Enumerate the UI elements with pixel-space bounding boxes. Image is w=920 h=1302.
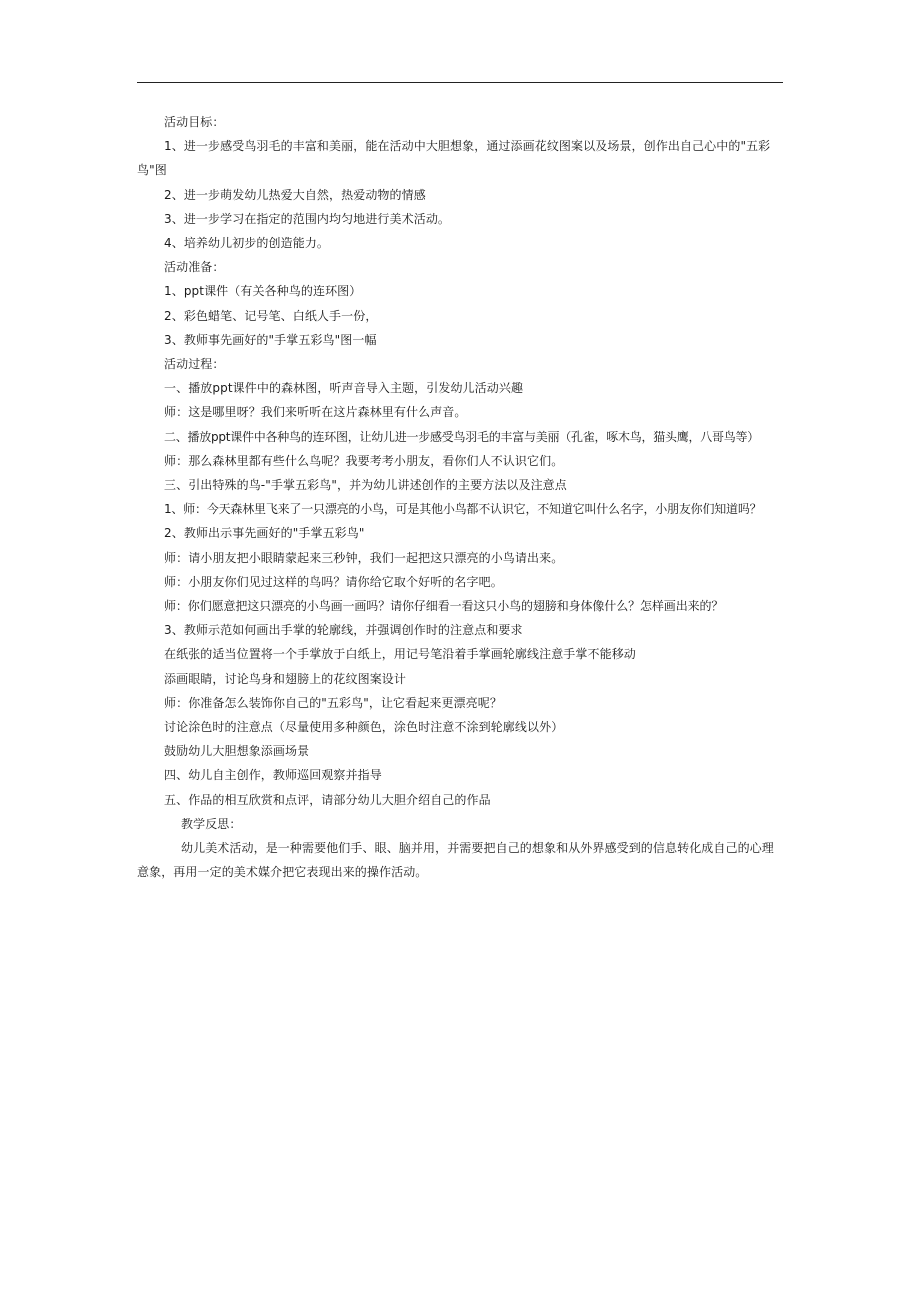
process-dialogue: 师：请小朋友把小眼睛蒙起来三秒钟，我们一起把这只漂亮的小鸟请出来。 <box>164 550 564 565</box>
process-step-3: 三、引出特殊的鸟-"手掌五彩鸟"，并为幼儿讲述创作的主要方法以及注意点 <box>164 478 567 493</box>
section-heading-goals: 活动目标： <box>164 115 225 129</box>
document-body <box>137 110 783 885</box>
process-detail: 鼓励幼儿大胆想象添画场景 <box>164 744 310 759</box>
process-dialogue: 师：你们愿意把这只漂亮的小鸟画一画吗？请你仔细看一看这只小鸟的翅膀和身体像什么？怎样画出来的？ <box>164 599 724 614</box>
process-step-4: 四、幼儿自主创作，教师巡回观察并指导 <box>164 768 382 783</box>
header-rule <box>137 82 783 83</box>
process-sub-item: 3、教师示范如何画出手掌的轮廓线，并强调创作时的注意点和要求 <box>164 623 523 638</box>
goal-item-2: 2、进一步萌发幼儿热爱大自然，热爱动物的情感 <box>164 187 426 202</box>
reflection-paragraph: 幼儿美术活动，是一种需要他们手、眼、脑并用，并需要把自己的想象和从外界感受到的信息转化成自己的心理意象，再用一定的美术媒介把它表现出来的操作活动。 <box>137 841 774 880</box>
goal-item-4: 4、培养幼儿初步的创造能力。 <box>164 236 330 251</box>
process-detail: 添画眼睛，讨论鸟身和翅膀上的花纹图案设计 <box>164 671 407 686</box>
process-detail: 在纸张的适当位置将一个手掌放于白纸上，用记号笔沿着手掌画轮廓线注意手掌不能移动 <box>164 647 636 662</box>
process-step-5: 五、作品的相互欣赏和点评，请部分幼儿大胆介绍自己的作品 <box>164 792 491 807</box>
process-step-1: 一、播放ppt课件中的森林图，听声音导入主题，引发幼儿活动兴趣 <box>164 381 524 396</box>
prep-item-3: 3、教师事先画好的"手掌五彩鸟"图一幅 <box>164 332 377 347</box>
prep-item-1: 1、ppt课件（有关各种鸟的连环图） <box>164 284 362 299</box>
process-sub-item: 2、教师出示事先画好的"手掌五彩鸟" <box>164 526 365 541</box>
process-dialogue: 师：那么森林里都有些什么鸟呢？我要考考小朋友，看你们人不认识它们。 <box>164 453 564 468</box>
process-dialogue: 师：小朋友你们见过这样的鸟吗？请你给它取个好听的名字吧。 <box>164 574 503 589</box>
section-heading-reflection: 教学反思： <box>181 816 242 831</box>
goal-item-1: 1、进一步感受鸟羽毛的丰富和美丽，能在活动中大胆想象，通过添画花纹图案以及场景，创作出自己心中的"五彩鸟"图 <box>137 139 771 178</box>
process-detail: 讨论涂色时的注意点（尽量使用多种颜色，涂色时注意不涂到轮廓线以外） <box>164 720 564 735</box>
goal-item-3: 3、进一步学习在指定的范围内均匀地进行美术活动。 <box>164 211 451 226</box>
prep-item-2: 2、彩色蜡笔、记号笔、白纸人手一份， <box>164 308 378 323</box>
process-step-2: 二、播放ppt课件中各种鸟的连环图，让幼儿进一步感受鸟羽毛的丰富与美丽（孔雀，啄木鸟，猫头鹰，八哥鸟等） <box>164 429 759 444</box>
process-sub-item: 1、师：今天森林里飞来了一只漂亮的小鸟，可是其他小鸟都不认识它，不知道它叫什么名字，小朋友你们知道吗？ <box>164 502 762 517</box>
section-heading-preparation: 活动准备： <box>164 260 225 275</box>
section-heading-process: 活动过程： <box>164 357 225 372</box>
process-dialogue: 师：你准备怎么装饰你自己的"五彩鸟"，让它看起来更漂亮呢？ <box>164 695 502 710</box>
process-dialogue: 师：这是哪里呀？我们来听听在这片森林里有什么声音。 <box>164 405 467 420</box>
